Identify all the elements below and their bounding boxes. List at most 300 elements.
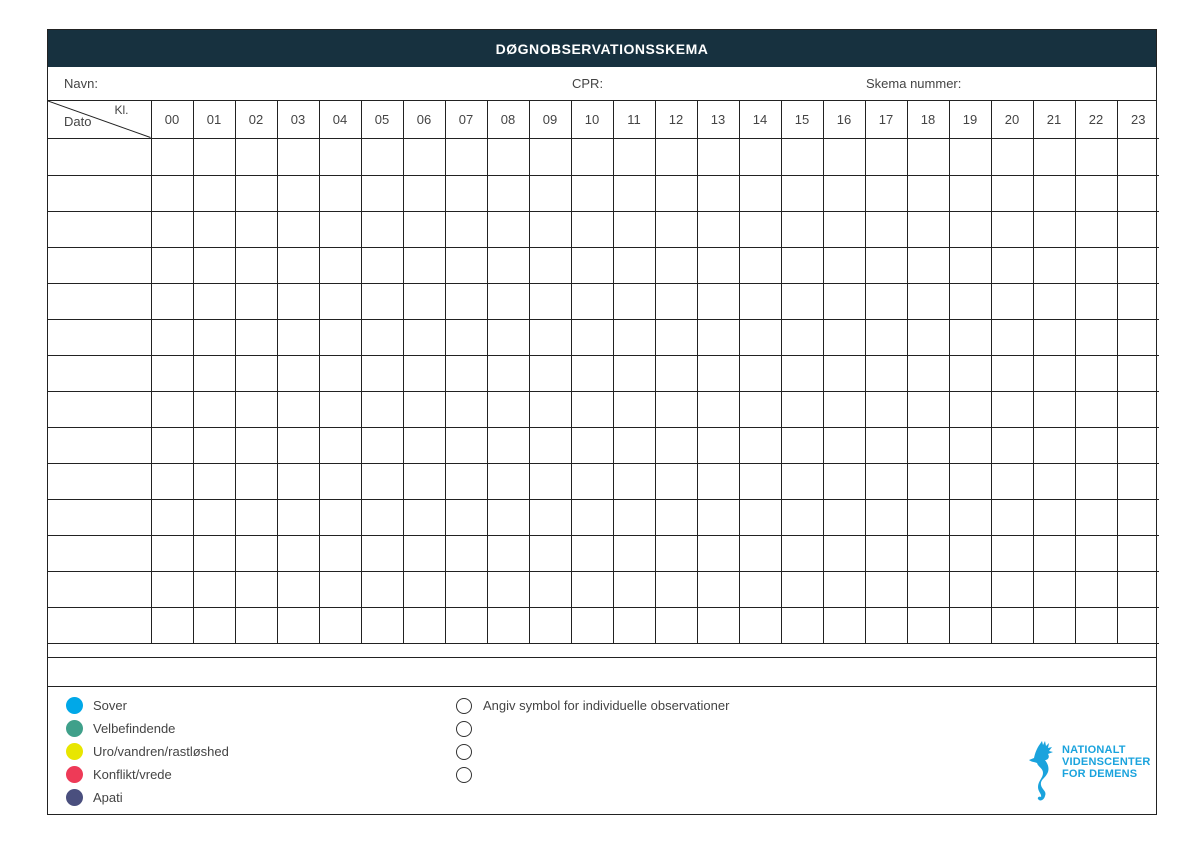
observation-cell[interactable] bbox=[277, 391, 319, 427]
observation-cell[interactable] bbox=[781, 319, 823, 355]
observation-cell[interactable] bbox=[193, 391, 235, 427]
observation-cell[interactable] bbox=[949, 247, 991, 283]
observation-cell[interactable] bbox=[571, 463, 613, 499]
observation-cell[interactable] bbox=[1117, 391, 1159, 427]
observation-cell[interactable] bbox=[529, 463, 571, 499]
observation-cell[interactable] bbox=[445, 463, 487, 499]
observation-cell[interactable] bbox=[655, 319, 697, 355]
observation-cell[interactable] bbox=[697, 427, 739, 463]
observation-cell[interactable] bbox=[1033, 427, 1075, 463]
observation-cell[interactable] bbox=[991, 571, 1033, 607]
observation-cell[interactable] bbox=[655, 463, 697, 499]
observation-cell[interactable] bbox=[739, 283, 781, 319]
observation-cell[interactable] bbox=[613, 175, 655, 211]
observation-cell[interactable] bbox=[991, 463, 1033, 499]
observation-cell[interactable] bbox=[361, 535, 403, 571]
observation-cell[interactable] bbox=[319, 355, 361, 391]
empty-circle-icon[interactable] bbox=[456, 721, 472, 737]
observation-cell[interactable] bbox=[319, 211, 361, 247]
observation-cell[interactable] bbox=[781, 571, 823, 607]
observation-cell[interactable] bbox=[319, 175, 361, 211]
observation-cell[interactable] bbox=[865, 175, 907, 211]
observation-cell[interactable] bbox=[571, 391, 613, 427]
observation-cell[interactable] bbox=[697, 607, 739, 643]
observation-cell[interactable] bbox=[655, 211, 697, 247]
observation-cell[interactable] bbox=[529, 355, 571, 391]
empty-circle-icon[interactable] bbox=[456, 698, 472, 714]
observation-cell[interactable] bbox=[487, 607, 529, 643]
observation-cell[interactable] bbox=[529, 211, 571, 247]
observation-cell[interactable] bbox=[949, 607, 991, 643]
observation-cell[interactable] bbox=[403, 463, 445, 499]
observation-cell[interactable] bbox=[823, 138, 865, 175]
observation-cell[interactable] bbox=[571, 211, 613, 247]
date-cell[interactable] bbox=[48, 355, 151, 391]
observation-cell[interactable] bbox=[1117, 607, 1159, 643]
observation-cell[interactable] bbox=[781, 463, 823, 499]
observation-cell[interactable] bbox=[235, 211, 277, 247]
observation-cell[interactable] bbox=[991, 391, 1033, 427]
observation-cell[interactable] bbox=[193, 463, 235, 499]
empty-circle-icon[interactable] bbox=[456, 744, 472, 760]
observation-cell[interactable] bbox=[571, 138, 613, 175]
observation-cell[interactable] bbox=[1117, 247, 1159, 283]
observation-cell[interactable] bbox=[907, 319, 949, 355]
observation-cell[interactable] bbox=[907, 283, 949, 319]
observation-cell[interactable] bbox=[1075, 499, 1117, 535]
observation-cell[interactable] bbox=[655, 607, 697, 643]
observation-cell[interactable] bbox=[403, 355, 445, 391]
observation-cell[interactable] bbox=[487, 175, 529, 211]
observation-cell[interactable] bbox=[571, 175, 613, 211]
observation-cell[interactable] bbox=[949, 319, 991, 355]
observation-cell[interactable] bbox=[697, 571, 739, 607]
observation-cell[interactable] bbox=[1117, 571, 1159, 607]
date-cell[interactable] bbox=[48, 499, 151, 535]
observation-cell[interactable] bbox=[697, 211, 739, 247]
observation-cell[interactable] bbox=[235, 391, 277, 427]
observation-cell[interactable] bbox=[1075, 319, 1117, 355]
observation-cell[interactable] bbox=[697, 283, 739, 319]
observation-cell[interactable] bbox=[193, 283, 235, 319]
observation-cell[interactable] bbox=[865, 283, 907, 319]
observation-cell[interactable] bbox=[991, 138, 1033, 175]
observation-cell[interactable] bbox=[655, 175, 697, 211]
observation-cell[interactable] bbox=[403, 138, 445, 175]
observation-cell[interactable] bbox=[823, 499, 865, 535]
observation-cell[interactable] bbox=[991, 607, 1033, 643]
observation-cell[interactable] bbox=[613, 571, 655, 607]
observation-cell[interactable] bbox=[781, 535, 823, 571]
observation-cell[interactable] bbox=[739, 499, 781, 535]
observation-cell[interactable] bbox=[193, 499, 235, 535]
observation-cell[interactable] bbox=[613, 247, 655, 283]
observation-cell[interactable] bbox=[235, 571, 277, 607]
observation-cell[interactable] bbox=[487, 247, 529, 283]
observation-cell[interactable] bbox=[277, 175, 319, 211]
observation-cell[interactable] bbox=[1075, 571, 1117, 607]
observation-cell[interactable] bbox=[529, 283, 571, 319]
observation-cell[interactable] bbox=[487, 283, 529, 319]
observation-cell[interactable] bbox=[1075, 355, 1117, 391]
observation-cell[interactable] bbox=[1075, 607, 1117, 643]
observation-cell[interactable] bbox=[445, 607, 487, 643]
observation-cell[interactable] bbox=[193, 138, 235, 175]
observation-cell[interactable] bbox=[403, 535, 445, 571]
observation-cell[interactable] bbox=[865, 319, 907, 355]
observation-cell[interactable] bbox=[487, 391, 529, 427]
observation-cell[interactable] bbox=[991, 427, 1033, 463]
observation-cell[interactable] bbox=[277, 283, 319, 319]
observation-cell[interactable] bbox=[823, 391, 865, 427]
observation-cell[interactable] bbox=[1075, 247, 1117, 283]
observation-cell[interactable] bbox=[739, 247, 781, 283]
observation-cell[interactable] bbox=[277, 319, 319, 355]
observation-cell[interactable] bbox=[361, 355, 403, 391]
observation-cell[interactable] bbox=[193, 247, 235, 283]
observation-cell[interactable] bbox=[907, 463, 949, 499]
observation-cell[interactable] bbox=[1033, 499, 1075, 535]
observation-cell[interactable] bbox=[319, 427, 361, 463]
observation-cell[interactable] bbox=[823, 211, 865, 247]
observation-cell[interactable] bbox=[235, 463, 277, 499]
observation-cell[interactable] bbox=[697, 499, 739, 535]
observation-cell[interactable] bbox=[571, 355, 613, 391]
observation-cell[interactable] bbox=[403, 247, 445, 283]
observation-cell[interactable] bbox=[949, 499, 991, 535]
observation-cell[interactable] bbox=[445, 499, 487, 535]
observation-cell[interactable] bbox=[1033, 391, 1075, 427]
date-cell[interactable] bbox=[48, 463, 151, 499]
observation-cell[interactable] bbox=[865, 499, 907, 535]
observation-cell[interactable] bbox=[613, 138, 655, 175]
observation-cell[interactable] bbox=[697, 175, 739, 211]
observation-cell[interactable] bbox=[949, 535, 991, 571]
observation-cell[interactable] bbox=[445, 319, 487, 355]
observation-cell[interactable] bbox=[445, 571, 487, 607]
observation-cell[interactable] bbox=[613, 427, 655, 463]
observation-cell[interactable] bbox=[739, 391, 781, 427]
observation-cell[interactable] bbox=[193, 571, 235, 607]
observation-cell[interactable] bbox=[235, 607, 277, 643]
observation-cell[interactable] bbox=[571, 607, 613, 643]
observation-cell[interactable] bbox=[739, 427, 781, 463]
observation-cell[interactable] bbox=[823, 175, 865, 211]
observation-cell[interactable] bbox=[529, 175, 571, 211]
observation-cell[interactable] bbox=[151, 463, 193, 499]
observation-cell[interactable] bbox=[823, 607, 865, 643]
observation-cell[interactable] bbox=[823, 571, 865, 607]
observation-cell[interactable] bbox=[445, 355, 487, 391]
observation-cell[interactable] bbox=[529, 571, 571, 607]
observation-cell[interactable] bbox=[991, 535, 1033, 571]
observation-cell[interactable] bbox=[1033, 463, 1075, 499]
observation-cell[interactable] bbox=[529, 499, 571, 535]
observation-cell[interactable] bbox=[739, 571, 781, 607]
observation-cell[interactable] bbox=[403, 283, 445, 319]
observation-cell[interactable] bbox=[1117, 463, 1159, 499]
observation-cell[interactable] bbox=[319, 463, 361, 499]
observation-cell[interactable] bbox=[403, 607, 445, 643]
observation-cell[interactable] bbox=[907, 391, 949, 427]
observation-cell[interactable] bbox=[739, 463, 781, 499]
observation-cell[interactable] bbox=[445, 427, 487, 463]
date-cell[interactable] bbox=[48, 211, 151, 247]
observation-cell[interactable] bbox=[361, 607, 403, 643]
observation-cell[interactable] bbox=[655, 391, 697, 427]
observation-cell[interactable] bbox=[235, 138, 277, 175]
observation-cell[interactable] bbox=[151, 175, 193, 211]
observation-cell[interactable] bbox=[571, 571, 613, 607]
observation-cell[interactable] bbox=[193, 211, 235, 247]
empty-circle-icon[interactable] bbox=[456, 767, 472, 783]
observation-cell[interactable] bbox=[655, 138, 697, 175]
observation-cell[interactable] bbox=[697, 391, 739, 427]
observation-cell[interactable] bbox=[1033, 175, 1075, 211]
date-cell[interactable] bbox=[48, 391, 151, 427]
observation-cell[interactable] bbox=[949, 427, 991, 463]
observation-cell[interactable] bbox=[655, 499, 697, 535]
observation-cell[interactable] bbox=[991, 283, 1033, 319]
observation-cell[interactable] bbox=[613, 211, 655, 247]
observation-cell[interactable] bbox=[277, 355, 319, 391]
observation-cell[interactable] bbox=[1117, 138, 1159, 175]
observation-cell[interactable] bbox=[319, 283, 361, 319]
observation-cell[interactable] bbox=[697, 535, 739, 571]
observation-cell[interactable] bbox=[781, 283, 823, 319]
observation-cell[interactable] bbox=[907, 535, 949, 571]
observation-cell[interactable] bbox=[319, 499, 361, 535]
observation-cell[interactable] bbox=[781, 427, 823, 463]
observation-cell[interactable] bbox=[487, 319, 529, 355]
observation-cell[interactable] bbox=[949, 355, 991, 391]
observation-cell[interactable] bbox=[991, 211, 1033, 247]
observation-cell[interactable] bbox=[235, 355, 277, 391]
observation-cell[interactable] bbox=[487, 571, 529, 607]
observation-cell[interactable] bbox=[277, 607, 319, 643]
observation-cell[interactable] bbox=[571, 535, 613, 571]
observation-cell[interactable] bbox=[1075, 427, 1117, 463]
observation-cell[interactable] bbox=[319, 138, 361, 175]
observation-cell[interactable] bbox=[991, 175, 1033, 211]
observation-cell[interactable] bbox=[403, 571, 445, 607]
observation-cell[interactable] bbox=[277, 138, 319, 175]
observation-cell[interactable] bbox=[235, 319, 277, 355]
observation-cell[interactable] bbox=[319, 571, 361, 607]
observation-cell[interactable] bbox=[151, 211, 193, 247]
observation-cell[interactable] bbox=[697, 463, 739, 499]
observation-cell[interactable] bbox=[739, 355, 781, 391]
observation-cell[interactable] bbox=[529, 607, 571, 643]
observation-cell[interactable] bbox=[277, 427, 319, 463]
observation-cell[interactable] bbox=[193, 535, 235, 571]
observation-cell[interactable] bbox=[697, 247, 739, 283]
observation-cell[interactable] bbox=[151, 391, 193, 427]
observation-cell[interactable] bbox=[781, 607, 823, 643]
observation-cell[interactable] bbox=[781, 247, 823, 283]
observation-cell[interactable] bbox=[949, 463, 991, 499]
observation-cell[interactable] bbox=[487, 463, 529, 499]
observation-cell[interactable] bbox=[277, 571, 319, 607]
observation-cell[interactable] bbox=[613, 499, 655, 535]
observation-cell[interactable] bbox=[445, 535, 487, 571]
observation-cell[interactable] bbox=[1075, 211, 1117, 247]
observation-cell[interactable] bbox=[1075, 175, 1117, 211]
observation-cell[interactable] bbox=[1033, 283, 1075, 319]
observation-cell[interactable] bbox=[739, 138, 781, 175]
observation-cell[interactable] bbox=[277, 211, 319, 247]
observation-cell[interactable] bbox=[277, 463, 319, 499]
observation-cell[interactable] bbox=[403, 427, 445, 463]
observation-cell[interactable] bbox=[361, 211, 403, 247]
observation-cell[interactable] bbox=[823, 427, 865, 463]
observation-cell[interactable] bbox=[781, 138, 823, 175]
observation-cell[interactable] bbox=[571, 499, 613, 535]
observation-cell[interactable] bbox=[991, 355, 1033, 391]
observation-cell[interactable] bbox=[907, 571, 949, 607]
observation-cell[interactable] bbox=[1117, 175, 1159, 211]
observation-cell[interactable] bbox=[865, 355, 907, 391]
observation-cell[interactable] bbox=[403, 319, 445, 355]
observation-cell[interactable] bbox=[1117, 427, 1159, 463]
observation-cell[interactable] bbox=[865, 247, 907, 283]
observation-cell[interactable] bbox=[865, 427, 907, 463]
observation-cell[interactable] bbox=[697, 319, 739, 355]
observation-cell[interactable] bbox=[319, 247, 361, 283]
observation-cell[interactable] bbox=[949, 571, 991, 607]
observation-cell[interactable] bbox=[823, 319, 865, 355]
observation-cell[interactable] bbox=[1033, 211, 1075, 247]
observation-cell[interactable] bbox=[403, 175, 445, 211]
observation-cell[interactable] bbox=[403, 499, 445, 535]
observation-cell[interactable] bbox=[613, 391, 655, 427]
observation-cell[interactable] bbox=[571, 247, 613, 283]
observation-cell[interactable] bbox=[1033, 571, 1075, 607]
observation-cell[interactable] bbox=[361, 391, 403, 427]
observation-cell[interactable] bbox=[739, 607, 781, 643]
observation-cell[interactable] bbox=[151, 607, 193, 643]
observation-cell[interactable] bbox=[823, 283, 865, 319]
observation-cell[interactable] bbox=[235, 427, 277, 463]
observation-cell[interactable] bbox=[739, 535, 781, 571]
observation-cell[interactable] bbox=[613, 463, 655, 499]
observation-cell[interactable] bbox=[277, 535, 319, 571]
observation-cell[interactable] bbox=[991, 247, 1033, 283]
observation-cell[interactable] bbox=[739, 211, 781, 247]
observation-cell[interactable] bbox=[193, 355, 235, 391]
observation-cell[interactable] bbox=[1117, 355, 1159, 391]
observation-cell[interactable] bbox=[613, 319, 655, 355]
observation-cell[interactable] bbox=[319, 607, 361, 643]
observation-cell[interactable] bbox=[319, 391, 361, 427]
observation-cell[interactable] bbox=[1117, 283, 1159, 319]
observation-cell[interactable] bbox=[571, 283, 613, 319]
observation-cell[interactable] bbox=[781, 391, 823, 427]
observation-cell[interactable] bbox=[907, 499, 949, 535]
observation-cell[interactable] bbox=[613, 283, 655, 319]
date-cell[interactable] bbox=[48, 283, 151, 319]
observation-cell[interactable] bbox=[907, 175, 949, 211]
observation-cell[interactable] bbox=[655, 247, 697, 283]
observation-cell[interactable] bbox=[1075, 535, 1117, 571]
observation-cell[interactable] bbox=[235, 283, 277, 319]
observation-cell[interactable] bbox=[655, 571, 697, 607]
date-cell[interactable] bbox=[48, 247, 151, 283]
observation-cell[interactable] bbox=[193, 607, 235, 643]
observation-cell[interactable] bbox=[781, 211, 823, 247]
observation-cell[interactable] bbox=[865, 138, 907, 175]
observation-cell[interactable] bbox=[151, 247, 193, 283]
observation-cell[interactable] bbox=[655, 283, 697, 319]
observation-cell[interactable] bbox=[907, 211, 949, 247]
observation-cell[interactable] bbox=[487, 535, 529, 571]
observation-cell[interactable] bbox=[445, 175, 487, 211]
observation-cell[interactable] bbox=[529, 247, 571, 283]
observation-cell[interactable] bbox=[865, 391, 907, 427]
observation-cell[interactable] bbox=[487, 355, 529, 391]
observation-cell[interactable] bbox=[529, 319, 571, 355]
observation-cell[interactable] bbox=[445, 391, 487, 427]
observation-cell[interactable] bbox=[361, 499, 403, 535]
observation-cell[interactable] bbox=[193, 175, 235, 211]
observation-cell[interactable] bbox=[445, 247, 487, 283]
observation-cell[interactable] bbox=[1075, 138, 1117, 175]
observation-cell[interactable] bbox=[907, 138, 949, 175]
observation-cell[interactable] bbox=[403, 391, 445, 427]
observation-cell[interactable] bbox=[991, 319, 1033, 355]
observation-cell[interactable] bbox=[487, 499, 529, 535]
observation-cell[interactable] bbox=[361, 427, 403, 463]
observation-cell[interactable] bbox=[151, 319, 193, 355]
observation-cell[interactable] bbox=[487, 427, 529, 463]
observation-cell[interactable] bbox=[613, 355, 655, 391]
observation-cell[interactable] bbox=[823, 355, 865, 391]
observation-cell[interactable] bbox=[277, 499, 319, 535]
observation-cell[interactable] bbox=[907, 607, 949, 643]
observation-cell[interactable] bbox=[1033, 535, 1075, 571]
observation-cell[interactable] bbox=[697, 138, 739, 175]
observation-cell[interactable] bbox=[823, 535, 865, 571]
observation-cell[interactable] bbox=[613, 535, 655, 571]
observation-cell[interactable] bbox=[613, 607, 655, 643]
observation-cell[interactable] bbox=[865, 571, 907, 607]
notes-row[interactable] bbox=[48, 657, 1156, 687]
observation-cell[interactable] bbox=[445, 283, 487, 319]
observation-cell[interactable] bbox=[319, 535, 361, 571]
observation-cell[interactable] bbox=[235, 247, 277, 283]
observation-cell[interactable] bbox=[655, 535, 697, 571]
observation-cell[interactable] bbox=[1117, 499, 1159, 535]
observation-cell[interactable] bbox=[949, 211, 991, 247]
observation-cell[interactable] bbox=[235, 175, 277, 211]
observation-cell[interactable] bbox=[865, 535, 907, 571]
observation-cell[interactable] bbox=[1033, 247, 1075, 283]
observation-cell[interactable] bbox=[361, 138, 403, 175]
observation-cell[interactable] bbox=[529, 427, 571, 463]
observation-cell[interactable] bbox=[235, 535, 277, 571]
observation-cell[interactable] bbox=[823, 463, 865, 499]
observation-cell[interactable] bbox=[1117, 211, 1159, 247]
observation-cell[interactable] bbox=[151, 138, 193, 175]
observation-cell[interactable] bbox=[1075, 463, 1117, 499]
observation-cell[interactable] bbox=[781, 499, 823, 535]
observation-cell[interactable] bbox=[529, 535, 571, 571]
observation-cell[interactable] bbox=[571, 427, 613, 463]
date-cell[interactable] bbox=[48, 571, 151, 607]
observation-cell[interactable] bbox=[235, 499, 277, 535]
date-cell[interactable] bbox=[48, 138, 151, 175]
observation-cell[interactable] bbox=[361, 571, 403, 607]
